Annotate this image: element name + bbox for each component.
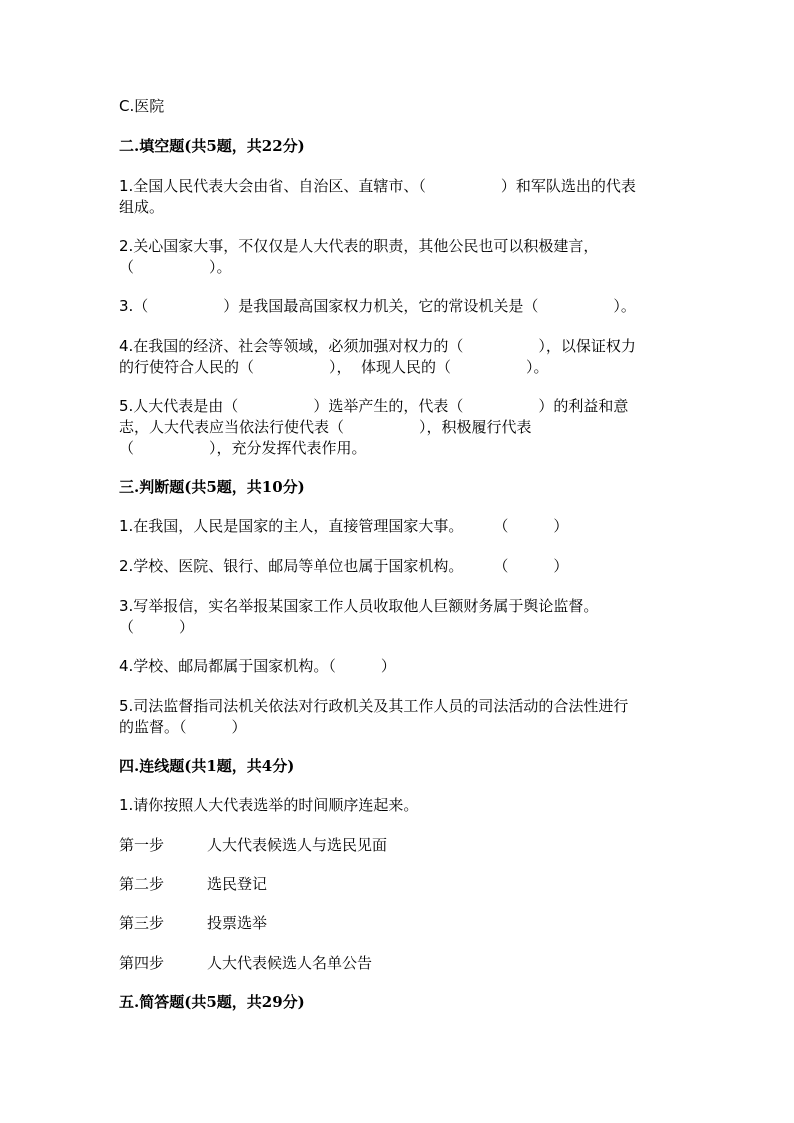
s4-q1-prompt: 1.请你按照人大代表选举的时间顺序连起来。 <box>119 796 419 814</box>
step-3-label: 第三步 <box>119 914 165 932</box>
step-1-text: 人大代表候选人与选民见面 <box>207 836 388 854</box>
s3-q4-line1: 4.学校、邮局都属于国家机构。（ ） <box>119 657 396 675</box>
s2-q5-line2: 志，人大代表应当依法行使代表（ ），积极履行代表 <box>119 418 532 436</box>
s3-q5-line1: 5.司法监督指司法机关依法对行政机关及其工作人员的司法活动的合法性进行 <box>119 697 629 715</box>
s2-q2-line2: （ ）。 <box>119 258 232 276</box>
s3-q2-line1: 2.学校、医院、银行、邮局等单位也属于国家机构。 （ ） <box>119 557 569 575</box>
s3-q1-line1: 1.在我国，人民是国家的主人，直接管理国家大事。 （ ） <box>119 517 569 535</box>
s2-q4-line1: 4.在我国的经济、社会等领域，必须加强对权力的（ ），以保证权力 <box>119 337 636 355</box>
step-4-label: 第四步 <box>119 954 165 972</box>
s3-q3-line1: 3.写举报信，实名举报某国家工作人员收取他人巨额财务属于舆论监督。 <box>119 597 599 615</box>
s2-q1-line1: 1.全国人民代表大会由省、自治区、直辖市、（ ）和军队选出的代表 <box>119 177 636 195</box>
s2-q3-line1: 3.（ ）是我国最高国家权力机关，它的常设机关是（ ）。 <box>119 297 636 315</box>
step-3-text: 投票选举 <box>207 914 268 932</box>
step-2-text: 选民登记 <box>207 875 268 893</box>
section-2-heading: 二.填空题(共5题，共22分) <box>119 137 305 155</box>
s3-q3-line2: （ ） <box>119 618 195 636</box>
option-c: C.医院 <box>119 97 165 115</box>
s2-q5-line1: 5.人大代表是由（ ）选举产生的，代表（ ）的利益和意 <box>119 397 629 415</box>
step-4-text: 人大代表候选人名单公告 <box>207 954 373 972</box>
s3-q5-line2: 的监督。（ ） <box>119 718 247 736</box>
s2-q2-line1: 2.关心国家大事，不仅仅是人大代表的职责，其他公民也可以积极建言， <box>119 237 599 255</box>
section-4-heading: 四.连线题(共1题，共4分) <box>119 757 295 775</box>
section-3-heading: 三.判断题(共5题，共10分) <box>119 478 305 496</box>
s2-q4-line2: 的行使符合人民的（ ）， 体现人民的（ ）。 <box>119 358 549 376</box>
step-2-label: 第二步 <box>119 875 165 893</box>
s2-q5-line3: （ ），充分发挥代表作用。 <box>119 439 367 457</box>
step-1-label: 第一步 <box>119 836 165 854</box>
s2-q1-line2: 组成。 <box>119 198 165 216</box>
section-5-heading: 五.简答题(共5题，共29分) <box>119 993 305 1011</box>
